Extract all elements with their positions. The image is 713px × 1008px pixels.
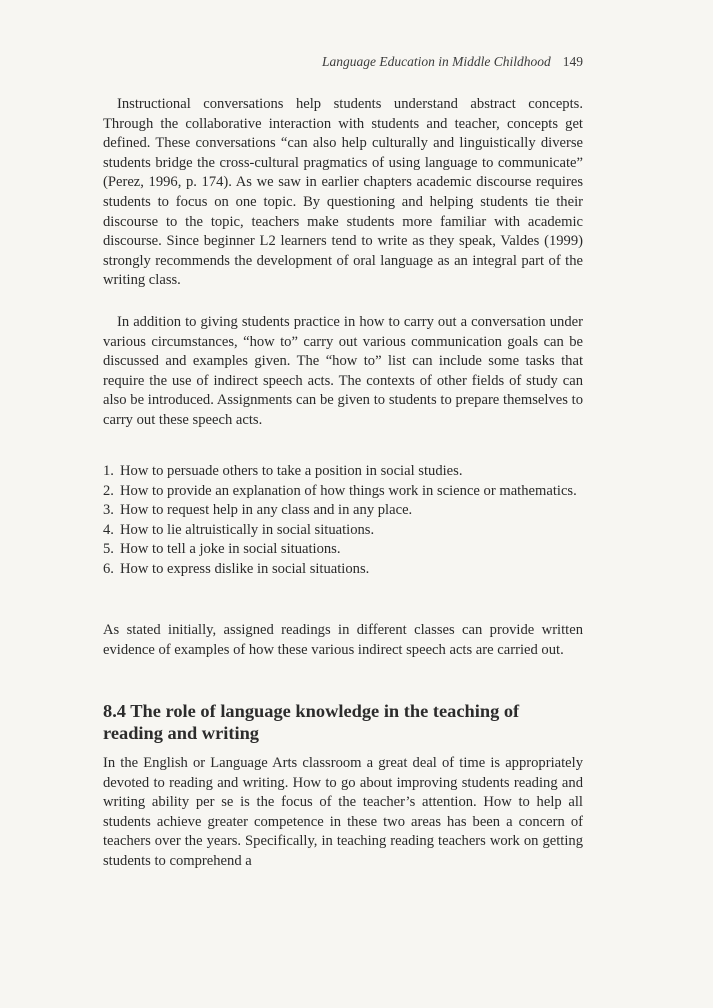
list-item-text: How to provide an explanation of how things work in science or mathematics.: [120, 482, 577, 499]
paragraph-assigned-readings: As stated initially, assigned readings in different classes can provide written evidence of examples of how these various indirect speech acts are carried out.: [103, 622, 583, 658]
paragraph-how-to: In addition to giving students practice in how to carry out a conversation under various circumstances, “how to” carry out various communication goals can be discussed and examples given. The “how to” list can include some tasks that require the use of indirect speech acts. The contexts of other fields of study can also be introduced. Assignments can be given to students to prepare themselves to carry out these speech acts.: [103, 314, 583, 428]
list-item: [103, 482, 583, 502]
list-item-number: 6.: [103, 560, 114, 577]
running-head: [103, 54, 583, 70]
list-item: [103, 560, 583, 580]
section-heading: 8.4 The role of language knowledge in the teaching of reading and writing: [103, 701, 520, 743]
list-item-text: How to express dislike in social situations.: [120, 560, 370, 577]
paragraph-instructional-conversations: Instructional conversations help students understand abstract concepts. Through the collaborative interaction with students and teacher, concepts get defined. These conversations “can also help culturally and linguistically diverse students bridge the cross-cultural pragmatics of using language to communicate” (Perez, 1996, p. 174). As we saw in earlier chapters academic discourse requires students to focus on one topic. By questioning and helping students tie their discourse to the topic, teachers make students more familiar with academic discourse. Since beginner L2 learners tend to write as they speak, Valdes (1999) strongly recommends the development of oral language as an integral part of the writing class.: [103, 96, 583, 289]
list-item-number: 4.: [103, 521, 114, 538]
list-item-text: How to tell a joke in social situations.: [120, 541, 341, 558]
running-title: Language Education in Middle Childhood: [322, 54, 551, 69]
list-item-number: 5.: [103, 541, 114, 558]
list-item: [103, 501, 583, 521]
list-item: [103, 521, 583, 541]
list-item-text: How to request help in any class and in any place.: [120, 502, 413, 519]
speech-acts-list: [103, 462, 583, 580]
list-item: [103, 540, 583, 560]
list-item-text: How to lie altruistically in social situations.: [120, 521, 375, 538]
list-item: [103, 462, 583, 482]
paragraph-reading-writing: In the English or Language Arts classroom a great deal of time is appropriately devoted to reading and writing. How to go about improving students reading and writing ability per se is the focus of the teacher’s attention. How to help all students achieve greater competence in these two areas has been a concern of teachers over the years. Specifically, in teaching reading teachers work on getting students to comprehend a: [103, 755, 583, 869]
list-item-text: How to persuade others to take a position in social studies.: [120, 463, 463, 479]
list-item-number: 1.: [103, 463, 114, 479]
list-item-number: 2.: [103, 482, 114, 499]
list-item-number: 3.: [103, 502, 114, 519]
page-number: 149: [562, 54, 583, 69]
